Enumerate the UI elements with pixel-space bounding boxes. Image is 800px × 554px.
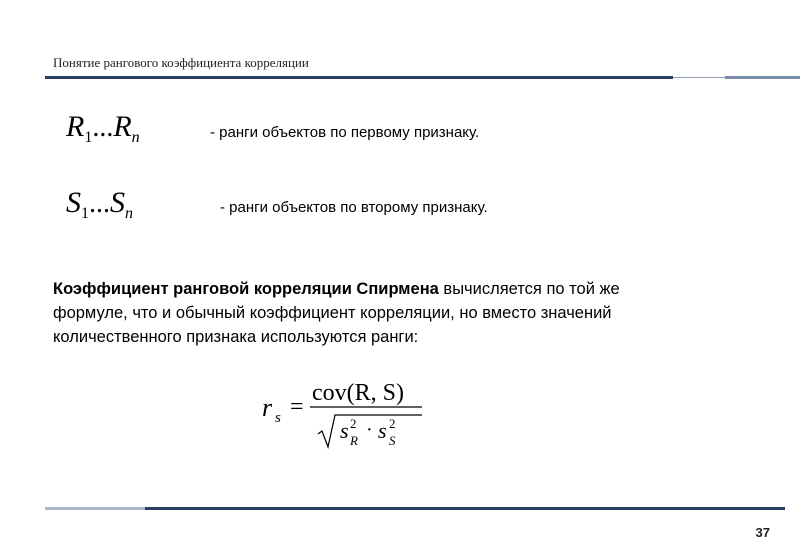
rank-s-notation: $S_1...S_n$ xyxy=(66,186,133,222)
rank-r-description: - ранги объектов по первому признаку. xyxy=(210,124,480,141)
denominator-sub-s: S xyxy=(389,433,396,448)
denominator-sub-r: R xyxy=(350,433,358,448)
denominator-dot: · xyxy=(366,419,373,441)
header-divider xyxy=(45,75,780,80)
denominator-s-r: s xyxy=(340,418,349,443)
formula-numerator: cov(R, S) xyxy=(312,380,404,406)
rank-r-notation: $R_1...R_n$ xyxy=(66,110,140,146)
spearman-text: вычисляется по той же формуле, что и обычный коэффициент корреляции, но вместо значений количественного признака используются ранги: xyxy=(53,280,620,346)
formula-lhs: r xyxy=(262,393,273,422)
footer-divider xyxy=(0,506,800,511)
formula-equals: = xyxy=(290,394,304,420)
spearman-explanation xyxy=(53,277,693,349)
denominator-power-s: 2 xyxy=(389,416,396,431)
denominator-s-s: s xyxy=(378,418,387,443)
formula-lhs-subscript: s xyxy=(275,410,281,426)
page-number: 37 xyxy=(755,525,770,540)
spearman-term: Коэффициент ранговой корреляции Спирмена xyxy=(53,280,439,298)
rank-s-description: - ранги объектов по второму признаку. xyxy=(220,199,488,216)
slide-title: Понятие рангового коэффициента корреляции xyxy=(53,55,309,70)
denominator-power-r: 2 xyxy=(350,416,357,431)
spearman-formula xyxy=(262,372,432,452)
